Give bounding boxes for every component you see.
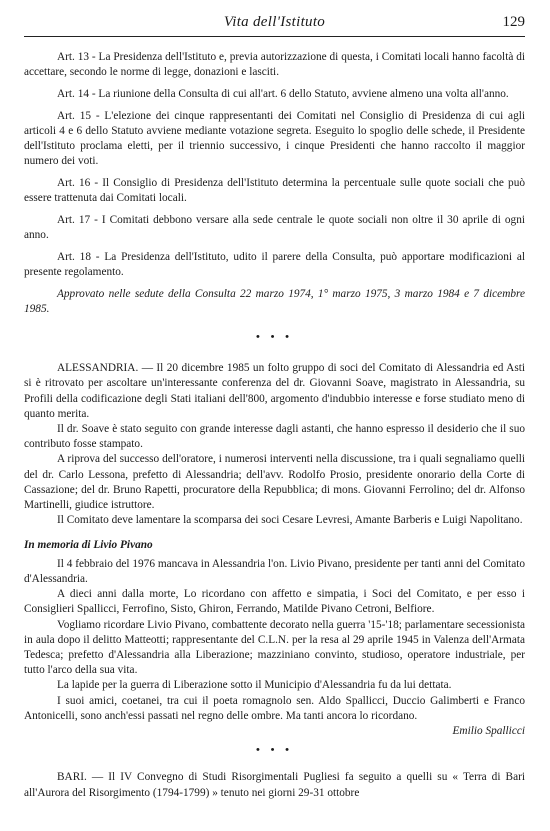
memoria-paragraph-4: La lapide per la guerra di Liberazione sotto il Municipio d'Alessandria fu da lui dettata. bbox=[57, 679, 452, 692]
section-separator: • • • bbox=[255, 331, 294, 344]
memoria-paragraph-1: Il 4 febbraio del 1976 mancava in Alessandria l'on. Livio Pivano, presidente per tanti anni del Comitato d'Alessandria. bbox=[24, 557, 525, 585]
alessandria-paragraph-2: Il dr. Soave è stato seguito con grande interesse dagli astanti, che hanno espresso il desiderio che il suo contributo fosse stampato. bbox=[24, 423, 525, 451]
article-17: Art. 17 - I Comitati debbono versare alla sede centrale le quote sociali non oltre il 30 aprile di ogni anno. bbox=[24, 213, 525, 242]
body-text bbox=[24, 50, 525, 801]
section-separator-2: • • • bbox=[255, 744, 294, 757]
article-16: Art. 16 - Il Consiglio di Presidenza dell'Istituto determina la percentuale sulle quote sociali che può essere trattenuta dai Comitati locali. bbox=[24, 176, 525, 205]
memoria-paragraph-2: A dieci anni dalla morte, Lo ricordano con affetto e simpatia, i Soci del Comitato, e per esso i Consiglieri Spallicci, Ferrofino, Sisto, Ghiron, Ferrando, Matilde Pivano Cetroni, Belfiore. bbox=[24, 588, 525, 616]
article-15: Art. 15 - L'elezione dei cinque rappresentanti dei Comitati nel Consiglio di Presidenza di cui agli articoli 4 e 6 dello Statuto avviene mediante votazione segreta. Eseguito lo spoglio delle schede, il Presidente dell'Istituto proclama eletti, per il triennio successivo, i cinque Presidenti che hanno raccolto il maggior numero dei voti. bbox=[24, 109, 525, 168]
article-14: Art. 14 - La riunione della Consulta di cui all'art. 6 dello Statuto, avviene almeno una volta all'anno. bbox=[57, 87, 509, 100]
article-18: Art. 18 - La Presidenza dell'Istituto, udito il parere della Consulta, può apportare modificazioni al presente regolamento. bbox=[24, 250, 525, 278]
memoria-paragraph-3: Vogliamo ricordare Livio Pivano, combattente decorato nella guerra '15-'18; parlamentare secessionista in aula dopo il delitto Matteotti; rappresentante del C.L.N. per la resa al 29 aprile 1945 in Valenza dell'Armata Tedesca; prefetto d'Alessandria alla Liberazione; mazziniano convinto, studioso, operatore industriale, per tutto l'arco della sua vita. bbox=[24, 618, 525, 677]
running-title: Vita dell'Istituto bbox=[223, 14, 326, 30]
memoria-paragraph-5: I suoi amici, coetanei, tra cui il poeta romagnolo sen. Aldo Spallicci, Duccio Galimberti e Franco Antonicelli, sono anch'essi passati nel regno delle ombre. Ma tanti ancora lo ricordano. bbox=[24, 694, 525, 722]
signature: Emilio Spallicci bbox=[452, 724, 525, 737]
memoria-heading: In memoria di Livio Pivano bbox=[24, 539, 153, 552]
approval-note: Approvato nelle sedute della Consulta 22 marzo 1974, 1° marzo 1975, 3 marzo 1984 e 7 dicembre 1985. bbox=[24, 287, 525, 315]
page-header bbox=[24, 0, 525, 37]
document-page bbox=[24, 0, 525, 801]
alessandria-paragraph-1: ALESSANDRIA. — Il 20 dicembre 1985 un folto gruppo di soci del Comitato di Alessandria ed Asti si è ritrovato per ascoltare un'interessante conferenza del dr. Giovanni Soave, magistrato in Alessandria, su Profili della codificazione degli Stati italiani dell'800, argomento d'indubbio interesse e forse studiato meno di quanto merita. bbox=[24, 362, 525, 420]
alessandria-paragraph-4: Il Comitato deve lamentare la scomparsa dei soci Cesare Levresi, Amante Barberis e Luigi Napolitano. bbox=[57, 514, 523, 527]
alessandria-paragraph-3: A riprova del successo dell'oratore, i numerosi interventi nella discussione, tra i quali segnaliamo quelli del dr. Carlo Lessona, prefetto di Alessandria; dell'avv. Rodolfo Prosio, presidente onorario della Corte di Cassazione; del dr. Bruno Rapetti, procuratore della Repubblica; di mons. Giovanni Ferrolino; del dr. Alfonso Martinelli, giudice istruttore. bbox=[24, 453, 525, 512]
bari-paragraph-1: BARI. — Il IV Convegno di Studi Risorgimentali Pugliesi fa seguito a quelli su « Terra di Bari all'Aurora del Risorgimento (1794-1799) » tenuto nei giorni 29-31 ottobre bbox=[24, 771, 525, 799]
article-13: Art. 13 - La Presidenza dell'Istituto e, previa autorizzazione di questa, i Comitati locali hanno facoltà di accettare, secondo le norme di legge, donazioni e lasciti. bbox=[24, 51, 525, 79]
page-number: 129 bbox=[502, 14, 525, 30]
